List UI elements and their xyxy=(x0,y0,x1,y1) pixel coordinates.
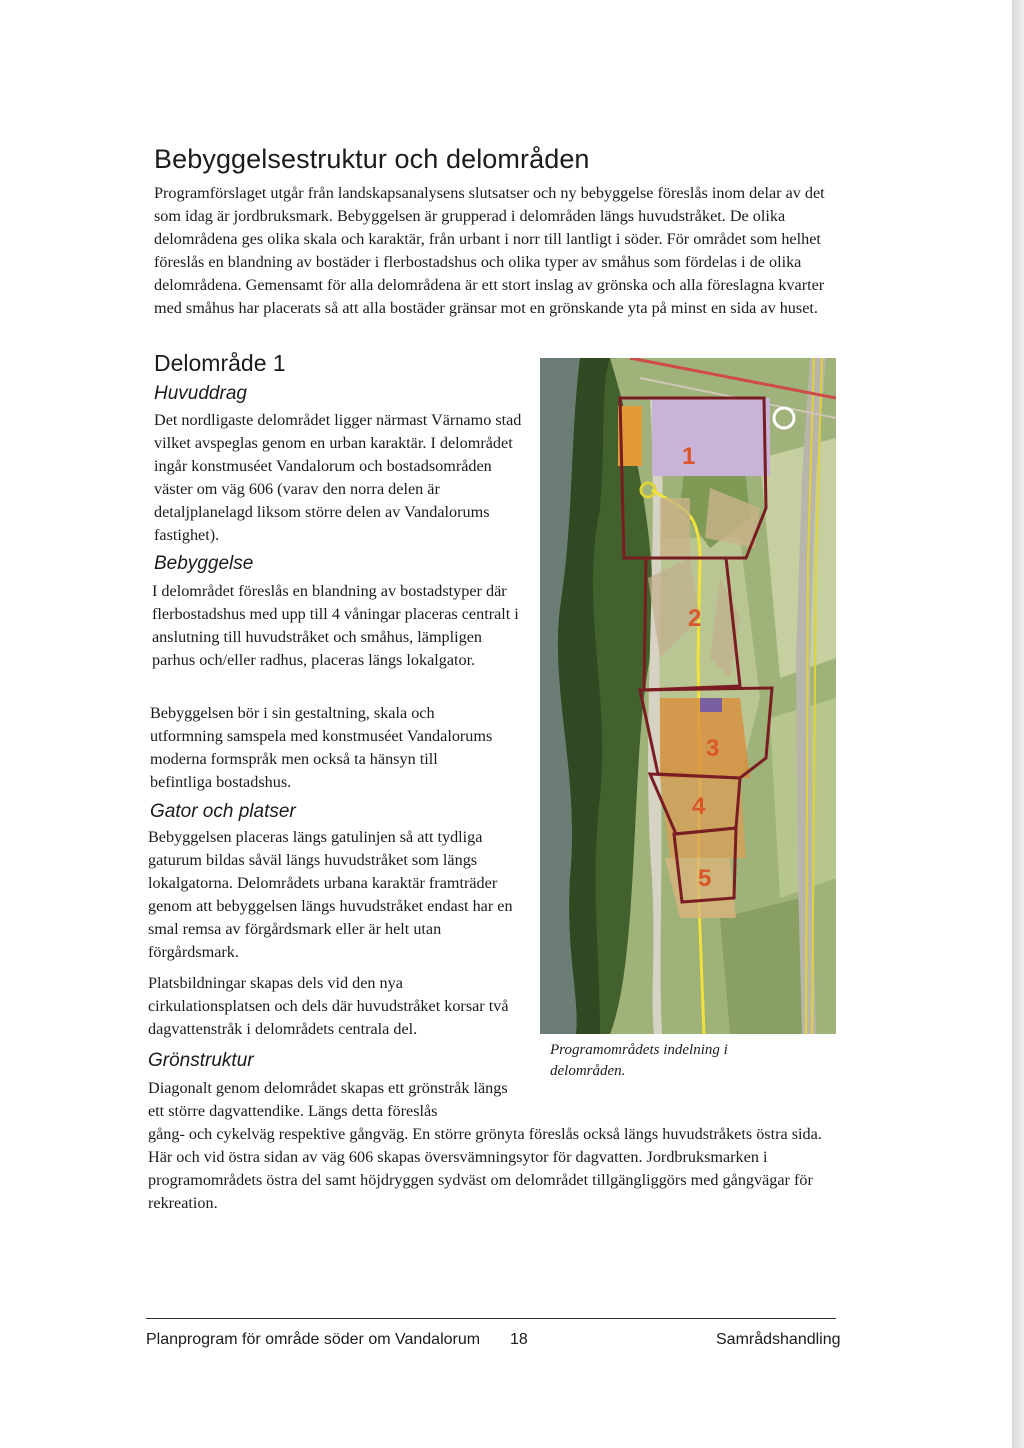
huvuddrag-heading: Huvuddrag xyxy=(154,383,247,404)
map-caption: Programområdets indelning i delområden. xyxy=(550,1042,728,1079)
section-title: Delområde 1 xyxy=(154,350,286,376)
intro-paragraph: Programförslaget utgår från landskapsanalysens slutsatser och ny bebyggelse föreslås inom delar av det som idag är jordbruksmark. Bebyggelsen är grupperad i delområden längs huvudstråket. De olika delområdena ges olika skala och karaktär, från urbant i norr till lantligt i söder. För området som helhet föreslås en blandning av bostäder i flerbostadshus och olika typer av småhus som fördelas i de olika delområdena. Gemensamt för alla delområdena är ett stort inslag av grönska och alla föreslagna kvarter med småhus har placerats så att alla bostäder gränsar mot en grönskande yta på minst en sida av huset. xyxy=(154,184,825,317)
map-area-label-5: 5 xyxy=(698,865,712,892)
scan-edge xyxy=(1012,0,1024,1448)
gator-paragraph-1: Bebyggelsen placeras längs gatulinjen så att tydliga gaturum bildas såväl längs huvudstråket som längs lokalgatorna. Delområdets urbana karaktär framträder genom att bebyggelsen längs huvudstråket endast har en smal remsa av förgårdsmark eller är helt utan förgårdsmark. xyxy=(148,828,513,961)
bebyggelse-paragraph-2: Bebyggelsen bör i sin gestaltning, skala och utformning samspela med konstmuséet Vandalorums moderna formspråk men också ta hänsyn till befintliga bostadshus. xyxy=(150,704,493,791)
bebyggelse-heading: Bebyggelse xyxy=(154,553,254,574)
page-heading: Bebyggelsestruktur och delområden xyxy=(154,144,590,174)
gronstruktur-text-narrow: Diagonalt genom delområdet skapas ett grönstråk längs ett större dagvattendike. Längs detta föreslås xyxy=(148,1079,508,1120)
aerial-map-image xyxy=(540,358,836,1034)
footer-divider xyxy=(146,1318,836,1319)
bebyggelse-paragraph-1: I delområdet föreslås en blandning av bostadstyper där flerbostadshus med upp till 4 våningar placeras centralt i anslutning till huvudstråket och småhus, lämpligen parhus och/eller radhus, placeras längs lokalgator. xyxy=(152,582,519,669)
gator-paragraph-2: Platsbildningar skapas dels vid den nya cirkulationsplatsen och dels där huvudstråket korsar två dagvattenstråk i delområdets centrala del. xyxy=(148,974,509,1038)
page-number: 18 xyxy=(510,1331,528,1348)
map-area-label-3: 3 xyxy=(706,735,720,762)
gator-heading: Gator och platser xyxy=(150,801,296,822)
map-area-label-2: 2 xyxy=(688,605,702,632)
footer-title: Planprogram för område söder om Vandalorum xyxy=(146,1331,481,1348)
huvuddrag-text: Det nordligaste delområdet ligger närmast Värnamo stad vilket avspeglas genom en urban karaktär. I delområdet ingår konstmuséet Vandalorum och bostadsområden väster om väg 606 (varav den norra delen är detaljplanelagd liksom större delen av Vandalorums fastighet). xyxy=(154,411,522,544)
gronstruktur-text-wide: gång- och cykelväg respektive gångväg. En större grönyta föreslås också längs huvudstråkets östra sida. Här och vid östra sidan av väg 606 skapas översvämningsytor för dagvatten. Jordbruksmarken i programområdets östra del samt höjdryggen sydväst om delområdet tillgängliggörs med gångvägar för rekreation. xyxy=(148,1125,822,1212)
area-division-map xyxy=(540,358,836,1034)
gronstruktur-heading: Grönstruktur xyxy=(148,1050,254,1071)
map-area-label-1: 1 xyxy=(682,443,696,470)
map-area-label-4: 4 xyxy=(692,793,706,820)
footer-status: Samrådshandling xyxy=(716,1331,841,1348)
